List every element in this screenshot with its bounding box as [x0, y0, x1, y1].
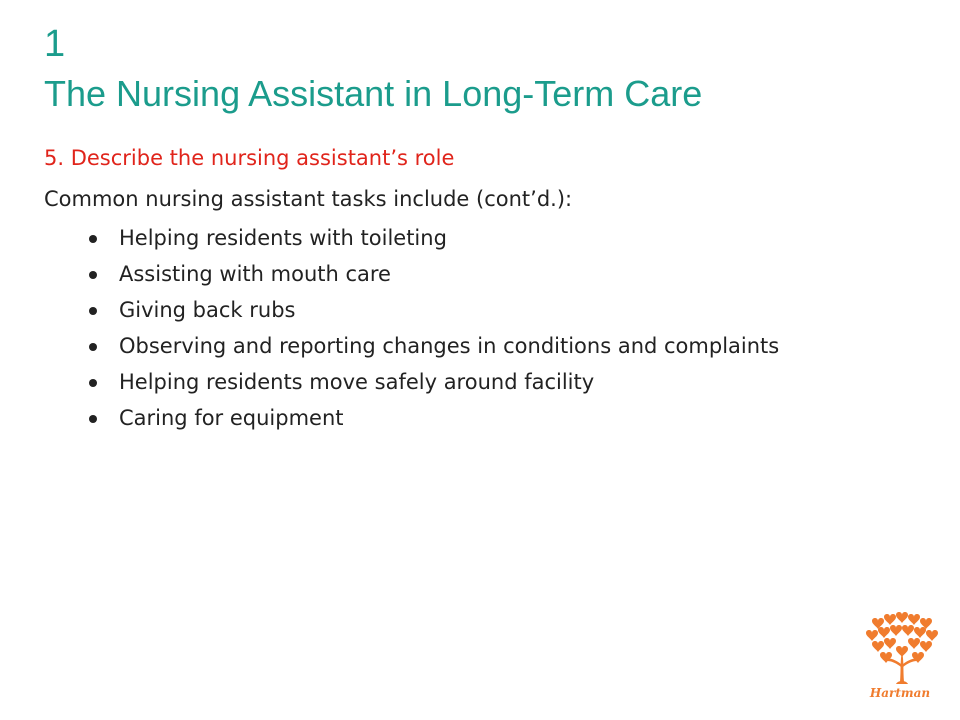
bullet-list [84, 225, 844, 441]
list-item-text: Giving back rubs [119, 298, 296, 322]
list-item-text: Helping residents with toileting [119, 226, 447, 250]
bullet-icon [89, 379, 97, 387]
bullet-icon [89, 307, 97, 315]
logo-text: Hartman [869, 686, 931, 700]
bullet-icon [89, 343, 97, 351]
list-item [84, 261, 844, 287]
chapter-number: 1 [44, 23, 66, 65]
list-item-text: Helping residents move safely around facility [119, 370, 595, 394]
bullet-icon [89, 235, 97, 243]
list-item [84, 297, 844, 323]
list-item-text: Caring for equipment [119, 406, 344, 430]
list-item [84, 225, 844, 251]
intro-text: Common nursing assistant tasks include (cont’d.): [44, 187, 573, 211]
list-item-text: Observing and reporting changes in conditions and complaints [119, 334, 780, 358]
list-item [84, 405, 844, 431]
bullet-icon [89, 415, 97, 423]
list-item [84, 369, 844, 395]
chapter-title: The Nursing Assistant in Long-Term Care [44, 73, 703, 114]
list-item-text: Assisting with mouth care [119, 262, 391, 286]
bullet-icon [89, 271, 97, 279]
list-item [84, 333, 844, 359]
section-heading: 5. Describe the nursing assistant’s role [44, 146, 455, 170]
